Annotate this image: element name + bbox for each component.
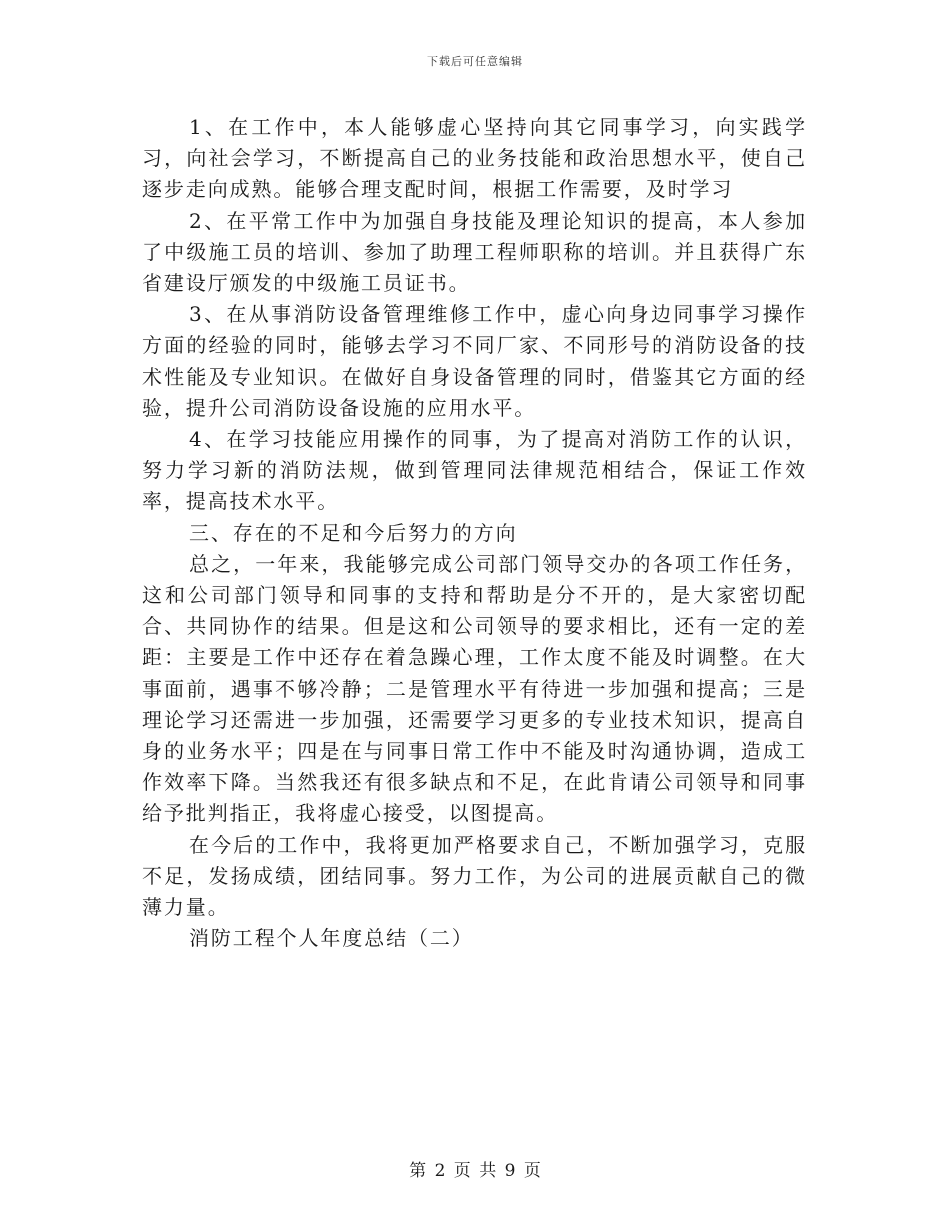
paragraph-future: 在今后的工作中，我将更加严格要求自己，不断加强学习，克服不足，发扬成绩，团结同事。努力工作，为公司的进展贡献自己的微薄力量。: [142, 832, 807, 920]
paragraph-summary: 总之，一年来，我能够完成公司部门领导交办的各项工作任务，这和公司部门领导和同事的支持和帮助是分不开的，是大家密切配合、共同协作的结果。但是这和公司领导的要求相比，还有一定的差距：主要是工作中还存在着急躁心理，工作太度不能及时调整。在大事面前，遇事不够冷静；二是管理水平有待进一步加强和提高；三是理论学习还需进一步加强，还需要学习更多的专业技术知识，提高自身的业务水平；四是在与同事日常工作中不能及时沟通协调，造成工作效率下降。当然我还有很多缺点和不足，在此肯请公司领导和同事给予批判指正，我将虚心接受，以图提高。: [142, 551, 807, 826]
next-section-title: 消防工程个人年度总结（二）: [189, 926, 474, 951]
paragraph-2: 2、在平常工作中为加强自身技能及理论知识的提高，本人参加了中级施工员的培训、参加了助理工程师职称的培训。并且获得广东省建设厅颁发的中级施工员证书。: [142, 208, 807, 296]
paragraph-1: 1、在工作中，本人能够虚心坚持向其它同事学习，向实践学习，向社会学习，不断提高自己的业务技能和政治思想水平，使自己逐步走向成熟。能够合理支配时间，根据工作需要，及时学习: [142, 115, 807, 202]
page-number: 第 2 页 共 9 页: [409, 1161, 541, 1181]
paragraph-3: 3、在从事消防设备管理维修工作中，虚心向身边同事学习操作方面的经验的同时，能够去学习不同厂家、不同形号的消防设备的技术性能及专业知识。在做好自身设备管理的同时，借鉴其它方面的经验，提升公司消防设备设施的应用水平。: [142, 302, 807, 420]
document-body: [142, 112, 807, 954]
section-heading: 三、存在的不足和今后努力的方向: [189, 520, 518, 545]
paragraph-4: 4、在学习技能应用操作的同事，为了提高对消防工作的认识，努力学习新的消防法规，做到管理同法律规范相结合，保证工作效率，提高技术水平。: [142, 427, 807, 514]
page-header: 下载后可任意编辑: [427, 55, 523, 68]
